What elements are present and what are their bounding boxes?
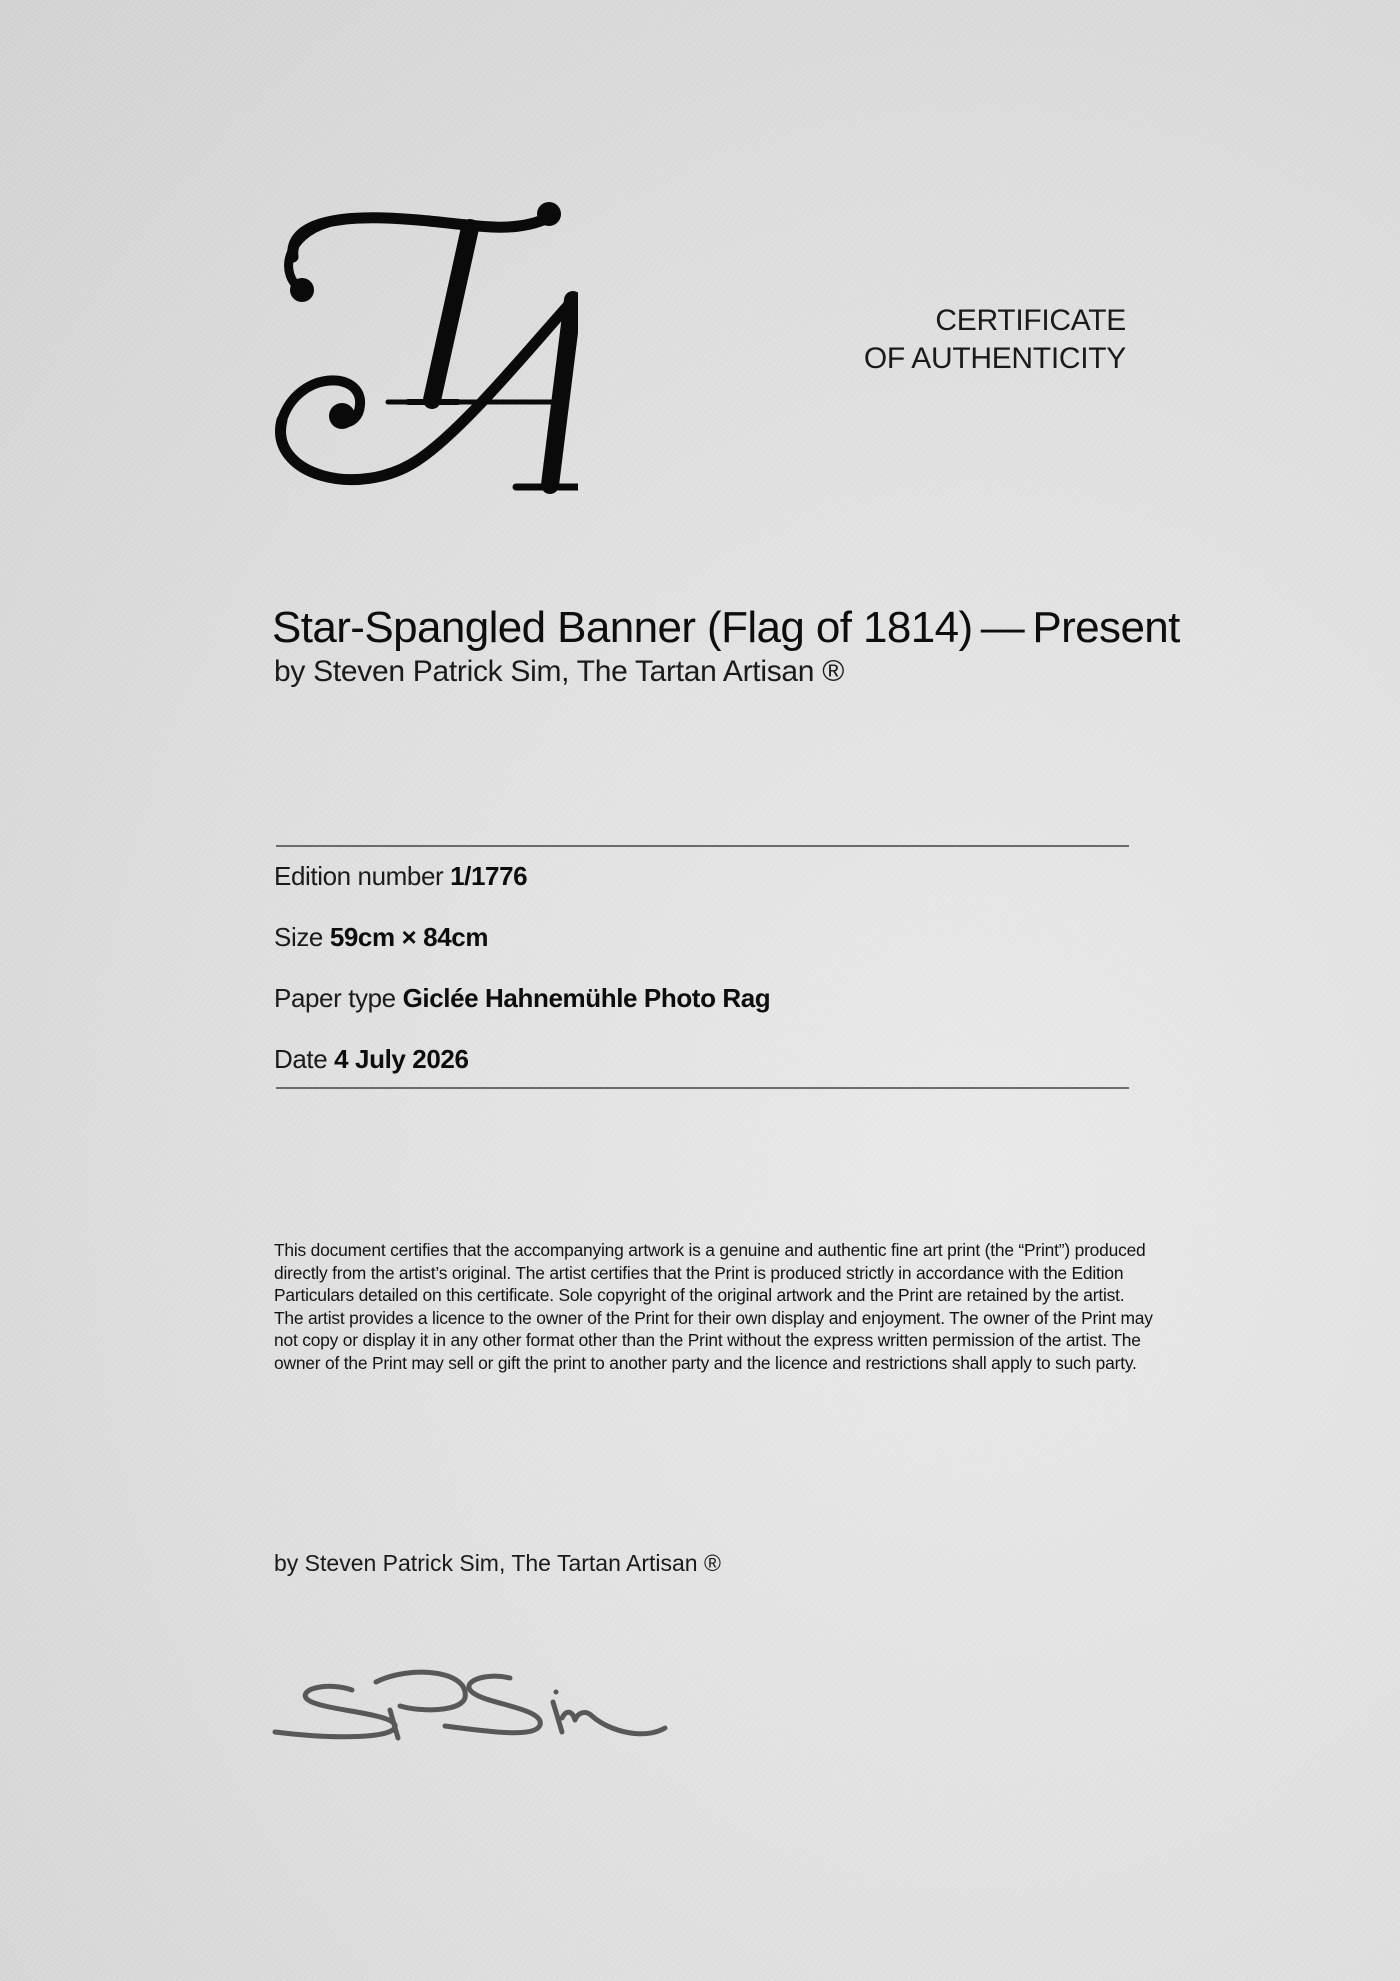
particular-value: 59cm × 84cm bbox=[329, 922, 489, 952]
particular-value: Giclée Hahnemühle Photo Rag bbox=[402, 983, 771, 1013]
edition-particulars bbox=[274, 856, 770, 1100]
particular-label: Size bbox=[274, 922, 323, 952]
particular-paper-type bbox=[274, 978, 770, 1039]
particular-value: 1/1776 bbox=[450, 861, 528, 891]
particular-date bbox=[274, 1039, 770, 1100]
particular-label: Date bbox=[274, 1044, 328, 1074]
divider-bottom bbox=[276, 1087, 1129, 1089]
handwritten-signature-icon bbox=[270, 1660, 670, 1760]
certificate-heading bbox=[800, 302, 1126, 378]
signer-name: by Steven Patrick Sim, The Tartan Artisan ® bbox=[274, 1550, 721, 1576]
divider-top bbox=[276, 845, 1129, 847]
ta-monogram-icon bbox=[268, 190, 578, 500]
artwork-byline: by Steven Patrick Sim, The Tartan Artisan ® bbox=[274, 655, 845, 688]
artwork-title: Star-Spangled Banner (Flag of 1814) — Present bbox=[272, 603, 1180, 652]
particular-label: Edition number bbox=[274, 861, 444, 891]
legal-statement: This document certifies that the accompanying artwork is a genuine and authentic fine art print (the “Print”) produced directly from the artist’s original. The artist certifies that the Print is produced strictly in accordance with the Edition Particulars detailed on this certificate. Sole copyright of the original artwork and the Print are retained by the artist. The artist provides a licence to the owner of the Print for their own display and enjoyment. The owner of the Print may not copy or display it in any other format other than the Print without the express written permission of the artist. The owner of the Print may sell or gift the print to another party and the licence and restrictions shall apply to such party. bbox=[274, 1240, 1153, 1373]
particular-edition-number bbox=[274, 856, 770, 917]
particular-value: 4 July 2026 bbox=[334, 1044, 469, 1074]
particular-size bbox=[274, 917, 770, 978]
certificate-heading-line1: CERTIFICATE bbox=[935, 304, 1126, 337]
certificate-heading-line2: OF AUTHENTICITY bbox=[863, 342, 1126, 375]
particular-label: Paper type bbox=[274, 983, 396, 1013]
